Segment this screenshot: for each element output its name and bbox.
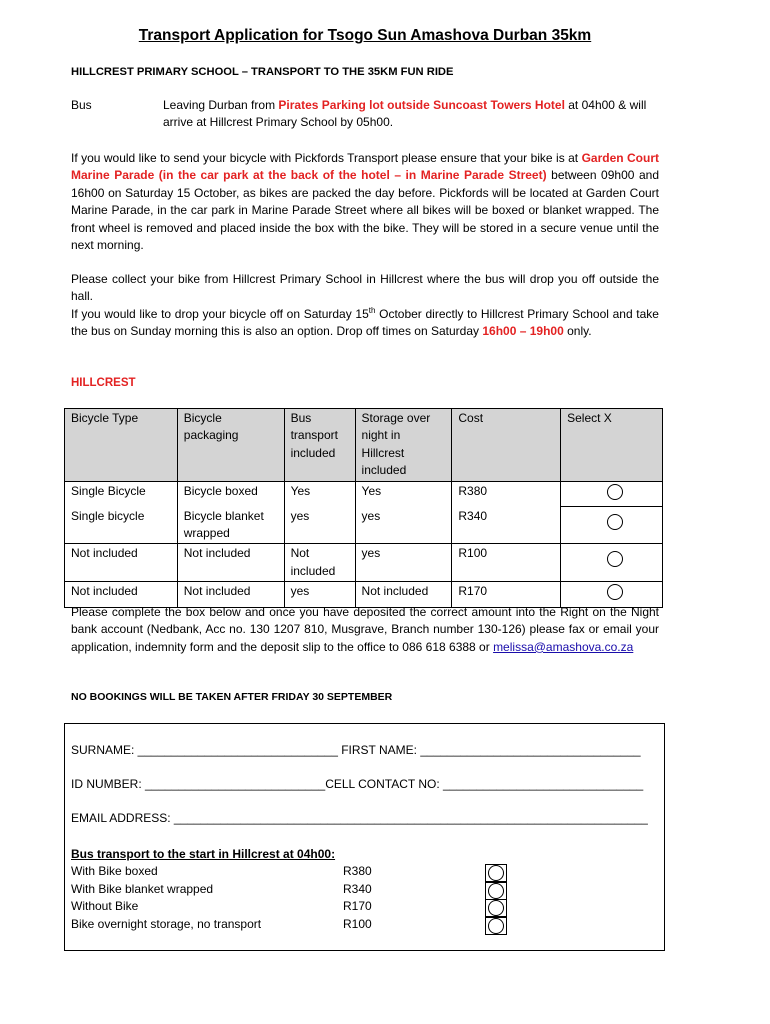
select-radio[interactable]: [607, 584, 623, 600]
table-cell: R170: [452, 582, 561, 607]
option-label: Without Bike: [71, 899, 139, 913]
email-link[interactable]: melissa@amashova.co.za: [493, 639, 634, 654]
option-price: R100: [343, 916, 372, 931]
table-header-row: [65, 409, 663, 482]
option-radio[interactable]: [485, 917, 507, 935]
table-header: Bicycle packaging: [177, 409, 284, 482]
table-cell: Not included: [177, 544, 284, 582]
bus-transport-heading: Bus transport to the start in Hillcrest at 04h00:: [71, 847, 336, 861]
option-price: R170: [343, 899, 372, 913]
section-heading: HILLCREST: [71, 377, 136, 389]
select-radio[interactable]: [607, 484, 623, 500]
table-cell: Bicycle boxed: [177, 481, 284, 506]
option-radio[interactable]: [485, 882, 507, 900]
collection-paragraph: Please collect your bike from Hillcrest Primary School in Hillcrest where the bus will drop you off outside the hall. If you would like to drop your bicycle off on Saturday 15th October directly to Hillcrest Primary School and take the bus on Sunday morning this is also an option. Drop off times on Saturday 16h00 – 19h00 only.: [71, 272, 659, 339]
option-radio[interactable]: [485, 864, 507, 882]
list-item: [71, 916, 491, 933]
option-label: Bike overnight storage, no transport: [71, 916, 262, 931]
select-radio[interactable]: [607, 551, 623, 567]
table-cell: Bicycle blanket wrapped: [177, 507, 284, 544]
option-label: With Bike boxed: [71, 864, 158, 878]
table-header: Storage over night in Hillcrest included: [355, 409, 452, 482]
email-address-field[interactable]: EMAIL ADDRESS: _______________________________________________________________________: [71, 811, 648, 825]
dropoff-times: 16h00 – 19h00: [482, 324, 564, 339]
id-cell-field[interactable]: ID NUMBER: ___________________________CELL CONTACT NO: ______________________________: [71, 777, 644, 791]
table-header: Bus transport included: [284, 409, 355, 482]
table-cell: Single bicycle: [65, 507, 178, 544]
list-item: [71, 863, 491, 880]
page-title: Transport Application for Tsogo Sun Amashova Durban 35km: [138, 27, 592, 44]
table-row: [65, 544, 663, 582]
table-cell: R340: [452, 507, 561, 544]
table-cell: Not included: [65, 582, 178, 607]
table-header: Bicycle Type: [65, 409, 178, 482]
options-table: [64, 408, 663, 608]
table-row: [65, 507, 663, 544]
table-cell: yes: [284, 582, 355, 607]
bicycle-transport-paragraph: If you would like to send your bicycle with Pickfords Transport please ensure that your bike is at Garden Court Marine Parade (in the car park at the back of the hotel – in Marine Parade Street) between 09h00 and 16h00 on Saturday 15 October, as bikes are packed the day before. Pickfords will be located at Garden Court Marine Parade, in the car park in Marine Parade Street where all bikes will be boxed or blanket wrapped. The front wheel is removed and placed inside the box with the bike. They will be stored in a secure venue until the next morning.: [71, 151, 660, 253]
option-label: With Bike blanket wrapped: [71, 881, 214, 896]
payment-paragraph: Please complete the box below and once you have deposited the correct amount into the Right on the Night bank account (Nedbank, Acc no. 130 1207 810, Musgrave, Branch number 130-126) please fax or email your application, indemnity form and the deposit slip to the office to 086 618 6388 or melissa@amashova.co.za: [71, 605, 659, 654]
list-item: [71, 881, 491, 898]
table-cell: Single Bicycle: [65, 481, 178, 506]
table-header: Select X: [561, 409, 663, 482]
table-cell: yes: [355, 544, 452, 582]
table-header: Cost: [452, 409, 561, 482]
table-cell: Yes: [355, 481, 452, 506]
select-radio[interactable]: [607, 514, 623, 530]
application-form-box: [64, 723, 665, 951]
option-price: R380: [343, 864, 372, 878]
table-row: [65, 481, 663, 506]
table-cell: Not included: [355, 582, 452, 607]
bus-label: Bus: [71, 98, 92, 112]
subtitle: HILLCREST PRIMARY SCHOOL – TRANSPORT TO THE 35KM FUN RIDE: [71, 66, 454, 78]
bus-description: Leaving Durban from Pirates Parking lot outside Suncoast Towers Hotel at 04h00 & will arrive at Hillcrest Primary School by 05h00.: [163, 98, 647, 130]
table-cell: yes: [355, 507, 452, 544]
pickup-location: Garden Court Marine Parade (in the car park at the back of the hotel – in Marine Parade Street): [71, 151, 659, 183]
table-cell: Yes: [284, 481, 355, 506]
option-price: R340: [343, 881, 372, 896]
surname-firstname-field[interactable]: SURNAME: ______________________________ FIRST NAME: _________________________________: [71, 743, 641, 757]
option-radio[interactable]: [485, 899, 507, 917]
table-cell: R380: [452, 481, 561, 506]
bus-location: Pirates Parking lot outside Suncoast Towers Hotel: [278, 98, 565, 112]
table-cell: Not included: [177, 582, 284, 607]
table-cell: R100: [452, 544, 561, 582]
booking-deadline: NO BOOKINGS WILL BE TAKEN AFTER FRIDAY 30 SEPTEMBER: [71, 691, 393, 703]
table-cell: Not included: [284, 544, 355, 582]
table-cell: Not included: [65, 544, 178, 582]
list-item: [71, 898, 491, 915]
table-cell: yes: [284, 507, 355, 544]
